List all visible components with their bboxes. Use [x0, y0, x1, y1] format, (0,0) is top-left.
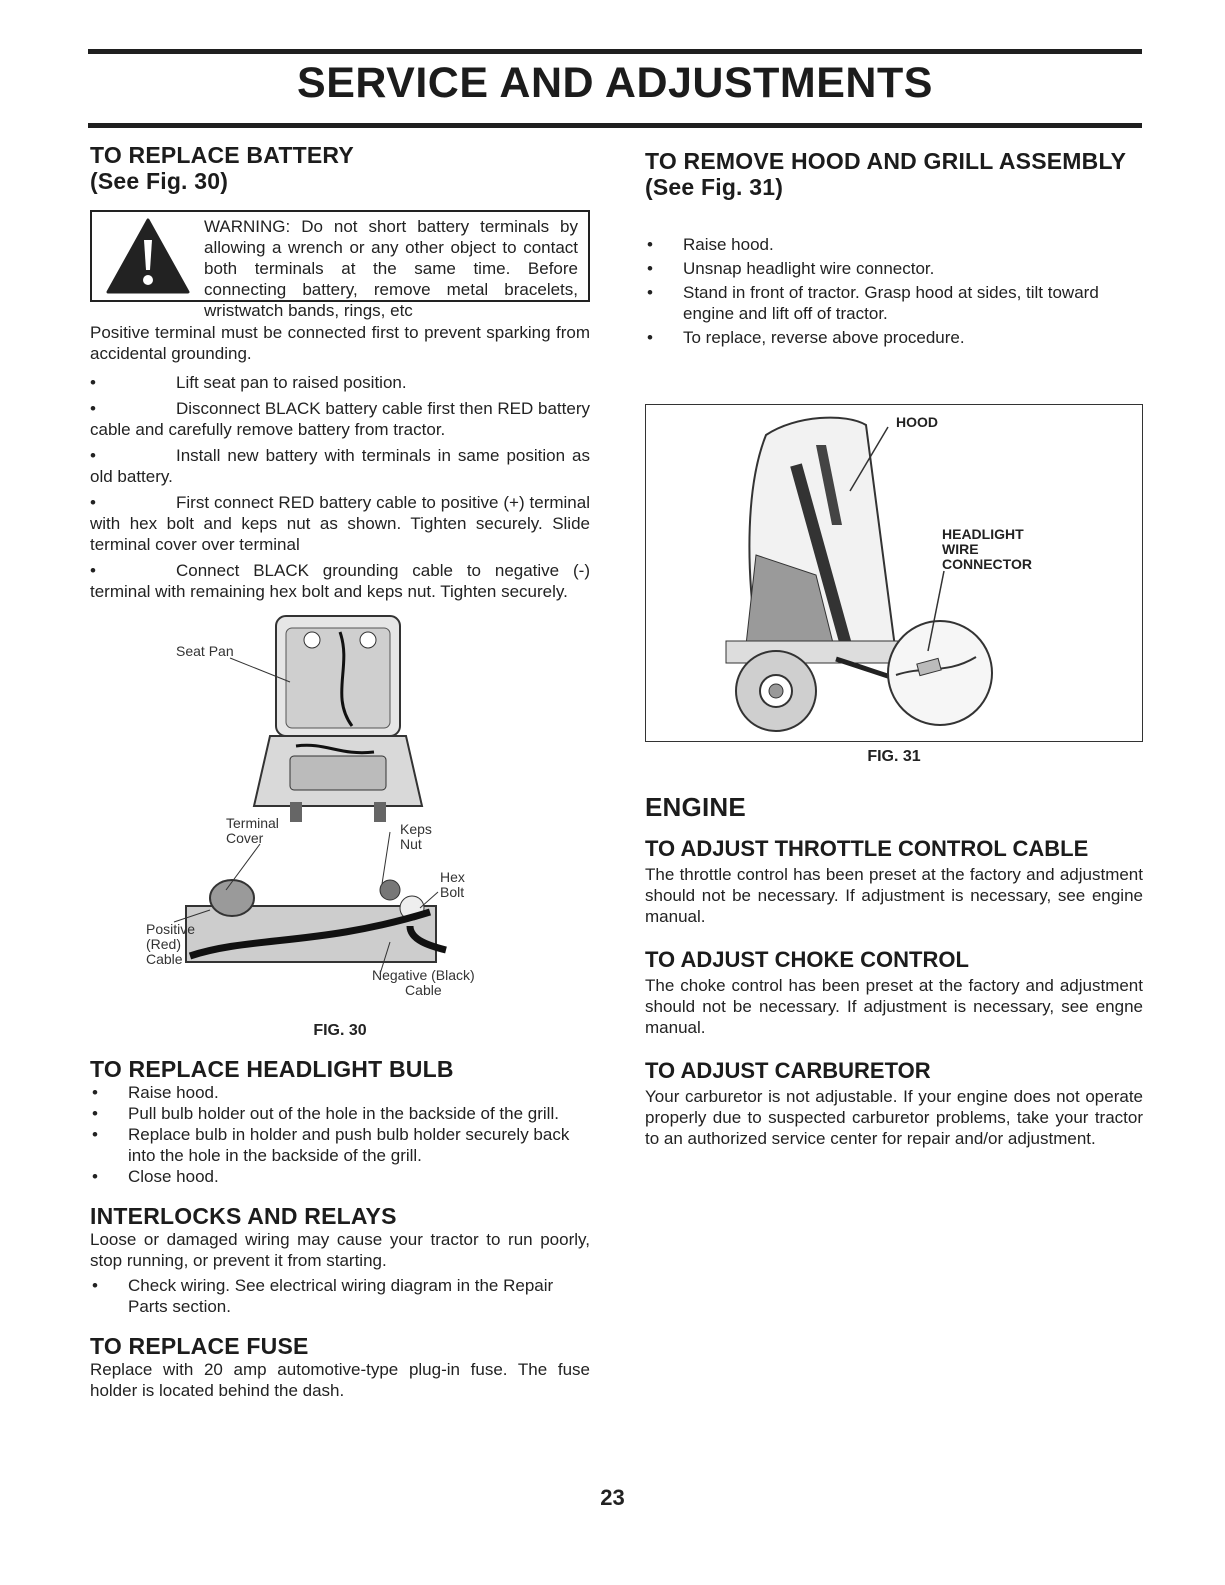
list-item: • Raise hood. — [92, 1083, 219, 1102]
hood-heading: TO REMOVE HOOD AND GRILL ASSEMBLY — [645, 148, 1127, 174]
choke-text: The choke control has been preset at the factory and adjustment should not be necessary. If adjustment is necessary, see engne manual. — [645, 976, 1143, 1037]
list-item: • To replace, reverse above procedure. — [647, 328, 965, 347]
list-item: • Replace bulb in holder and push bulb holder securely back into the hole in the backside of the grill. — [92, 1125, 570, 1165]
battery-step: • Connect BLACK grounding cable to negative (-) terminal with remaining hex bolt and keps nut. Tighten securely. — [90, 561, 590, 601]
interlocks-text: Loose or damaged wiring may cause your tractor to run poorly, stop running, or prevent it from starting. — [90, 1230, 590, 1270]
battery-subheading: (See Fig. 30) — [90, 168, 229, 194]
list-item: • Unsnap headlight wire connector. — [647, 259, 935, 278]
carburetor-text: Your carburetor is not adjustable. If your engine does not operate properly due to suspected carburetor problems, take your tractor to an authorized service center for repair and/or adjustment. — [645, 1087, 1143, 1148]
carburetor-heading: TO ADJUST CARBURETOR — [645, 1058, 931, 1083]
page-number: 23 — [600, 1485, 625, 1510]
figure-30-caption: FIG. 30 — [313, 1022, 367, 1039]
battery-heading: TO REPLACE BATTERY — [90, 142, 354, 168]
header-rule-bottom — [88, 123, 1142, 128]
engine-heading: ENGINE — [645, 792, 746, 822]
battery-step: • First connect RED battery cable to positive (+) terminal with hex bolt and keps nut as shown. Tighten securely. Slide terminal cover over terminal — [90, 493, 590, 554]
label-hood: HOOD — [896, 414, 938, 430]
throttle-text: The throttle control has been preset at the factory and adjustment should not be necessary. If adjustment is necessary, see engine manual. — [645, 865, 1143, 926]
list-item: • Close hood. — [92, 1167, 219, 1186]
hood-subheading: (See Fig. 31) — [645, 174, 784, 200]
interlocks-heading: INTERLOCKS AND RELAYS — [90, 1203, 397, 1229]
label-negative-cable: Negative (Black) Cable — [372, 967, 475, 998]
headlight-heading: TO REPLACE HEADLIGHT BULB — [90, 1056, 454, 1082]
label-hex-bolt: Hex Bolt — [440, 869, 465, 900]
headlight-steps — [90, 1082, 590, 1187]
label-headlight-wire-connector: HEADLIGHT WIRE CONNECTOR — [942, 526, 1032, 572]
label-positive-cable: Positive (Red) Cable — [146, 921, 196, 967]
list-item: • Check wiring. See electrical wiring diagram in the Repair Parts section. — [92, 1276, 554, 1316]
battery-step: • Disconnect BLACK battery cable first then RED battery cable and carefully remove battery from tractor. — [90, 399, 590, 439]
figure-30 — [90, 606, 590, 1046]
battery-step: • Lift seat pan to raised position. — [90, 373, 407, 392]
choke-heading: TO ADJUST CHOKE CONTROL — [645, 947, 969, 972]
list-item: • Stand in front of tractor. Grasp hood at sides, tilt toward engine and lift off of tractor. — [647, 283, 1099, 323]
figure-31-caption: FIG. 31 — [867, 748, 921, 765]
fuse-text: Replace with 20 amp automotive-type plug-in fuse. The fuse holder is located behind the dash. — [90, 1360, 590, 1400]
header-rule-top — [88, 49, 1142, 54]
battery-intro: Positive terminal must be connected first to prevent sparking from accidental grounding. — [90, 323, 590, 363]
fuse-heading: TO REPLACE FUSE — [90, 1333, 309, 1359]
interlocks-steps — [90, 1275, 590, 1317]
label-seat-pan: Seat Pan — [176, 643, 234, 659]
battery-step: • Install new battery with terminals in same position as old battery. — [90, 446, 590, 486]
hood-steps — [645, 234, 1143, 348]
list-item: • Pull bulb holder out of the hole in the backside of the grill. — [92, 1104, 559, 1123]
label-keps-nut: Keps Nut — [400, 821, 432, 852]
right-column — [645, 148, 1143, 1149]
left-column — [90, 142, 590, 1401]
warning-icon — [106, 218, 190, 294]
list-item: • Raise hood. — [647, 235, 774, 254]
page-title: SERVICE AND ADJUSTMENTS — [297, 59, 933, 107]
throttle-heading: TO ADJUST THROTTLE CONTROL CABLE — [645, 836, 1089, 861]
label-terminal-cover: Terminal Cover — [226, 815, 279, 846]
warning-text: WARNING: Do not short battery terminals by allowing a wrench or any other object to contact both terminals at the same time. Before connecting battery, remove metal bracelets, wristwatch bands, rings, etc — [204, 217, 578, 320]
figure-31 — [645, 404, 1143, 742]
warning-box — [90, 210, 590, 320]
hood-illustration — [646, 405, 1142, 741]
